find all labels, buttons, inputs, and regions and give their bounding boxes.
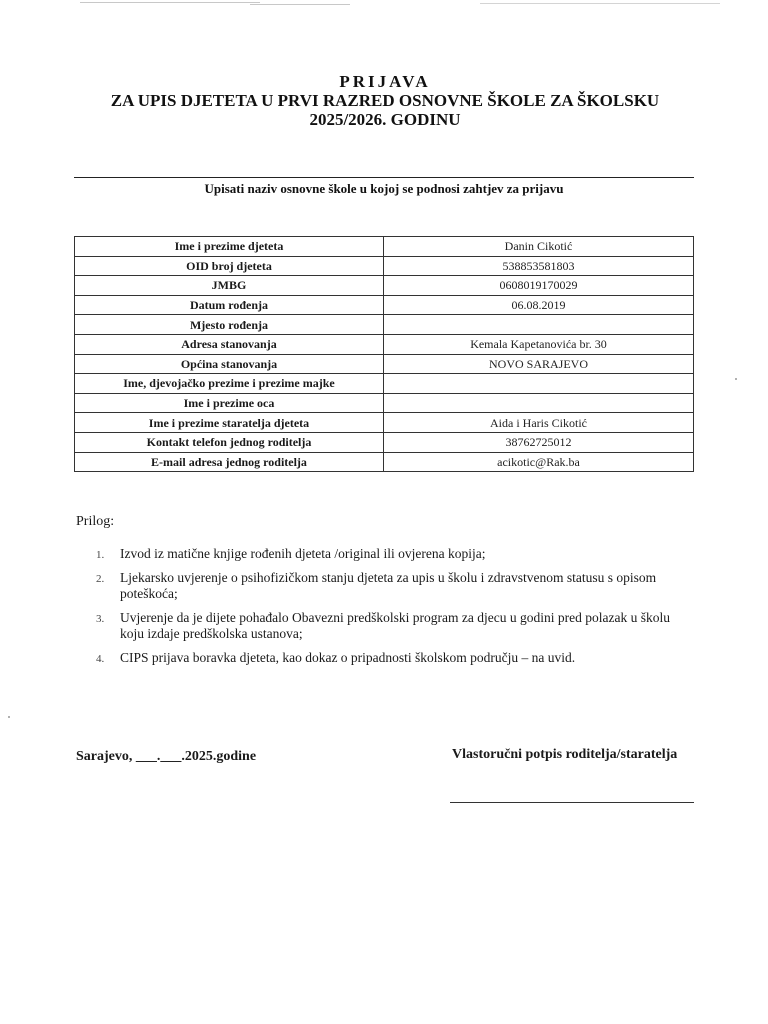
signature-line: [450, 802, 694, 803]
form-field-value: NOVO SARAJEVO: [384, 354, 694, 374]
application-form-table: [74, 236, 694, 472]
form-field-label: JMBG: [75, 276, 384, 296]
attachment-text: CIPS prijava boravka djeteta, kao dokaz o pripadnosti školskom području – na uvid.: [120, 650, 576, 665]
form-field-value: 38762725012: [384, 432, 694, 452]
form-field-label: Mjesto rođenja: [75, 315, 384, 335]
attachment-item: [76, 570, 686, 602]
form-row: [75, 256, 694, 276]
form-field-label: Ime, djevojačko prezime i prezime majke: [75, 374, 384, 394]
form-row: [75, 295, 694, 315]
attachments-heading: Prilog:: [76, 514, 115, 529]
form-field-value: 0608019170029: [384, 276, 694, 296]
form-field-value: 538853581803: [384, 256, 694, 276]
form-row: [75, 432, 694, 452]
title-line-1: PRIJAVA: [339, 72, 431, 91]
form-row: [75, 413, 694, 433]
attachment-item: [76, 610, 686, 642]
form-field-label: Ime i prezime staratelja djeteta: [75, 413, 384, 433]
document-title: [60, 72, 710, 129]
attachment-number: 2.: [96, 573, 105, 585]
form-field-label: E-mail adresa jednog roditelja: [75, 452, 384, 472]
attachment-item: [76, 546, 686, 562]
form-field-value: [384, 374, 694, 394]
form-field-value: 06.08.2019: [384, 295, 694, 315]
attachment-number: 3.: [96, 613, 105, 625]
form-row: [75, 354, 694, 374]
signature-label: Vlastoručni potpis roditelja/staratelja: [452, 747, 678, 762]
attachment-number: 1.: [96, 549, 105, 561]
form-field-value: [384, 393, 694, 413]
form-field-value: Kemala Kapetanovića br. 30: [384, 334, 694, 354]
form-row: [75, 315, 694, 335]
form-field-label: Datum rođenja: [75, 295, 384, 315]
attachment-number: 4.: [96, 653, 105, 665]
attachment-text: Izvod iz matične knjige rođenih djeteta /original ili ovjerena kopija;: [120, 546, 486, 561]
form-field-value: Danin Cikotić: [384, 237, 694, 257]
attachments-list: [76, 546, 686, 674]
title-line-3: 2025/2026. GODINU: [309, 110, 461, 129]
form-field-label: Ime i prezime djeteta: [75, 237, 384, 257]
form-field-label: Ime i prezime oca: [75, 393, 384, 413]
scan-speck: [735, 378, 737, 380]
scan-speck: [8, 716, 10, 718]
scan-artifact-line: [250, 4, 350, 5]
form-row: [75, 393, 694, 413]
form-field-value: Aida i Haris Cikotić: [384, 413, 694, 433]
form-field-value: acikotic@Rak.ba: [384, 452, 694, 472]
title-line-2: ZA UPIS DJETETA U PRVI RAZRED OSNOVNE ŠKOLE ZA ŠKOLSKU: [110, 91, 660, 110]
form-row: [75, 452, 694, 472]
attachment-item: [76, 650, 686, 666]
form-field-label: Adresa stanovanja: [75, 334, 384, 354]
form-field-label: OID broj djeteta: [75, 256, 384, 276]
form-row: [75, 276, 694, 296]
form-row: [75, 334, 694, 354]
form-field-label: Općina stanovanja: [75, 354, 384, 374]
school-name-line: [74, 177, 694, 178]
scan-artifact-line: [480, 3, 720, 4]
attachment-text: Uvjerenje da je dijete pohađalo Obavezni predškolski program za djecu u godini pred polazak u školu koju izdaje predškolska ustanova;: [120, 610, 670, 641]
school-name-instruction: Upisati naziv osnovne škole u kojoj se podnosi zahtjev za prijavu: [204, 181, 564, 196]
form-field-value: [384, 315, 694, 335]
form-row: [75, 374, 694, 394]
attachment-text: Ljekarsko uvjerenje o psihofizičkom stanju djeteta za upis u školu i zdravstvenom statusu s opisom poteškoća;: [120, 570, 657, 601]
place-and-date: Sarajevo, ___.___.2025.godine: [76, 749, 257, 764]
form-field-label: Kontakt telefon jednog roditelja: [75, 432, 384, 452]
form-row: [75, 237, 694, 257]
scan-artifact-line: [80, 2, 260, 3]
